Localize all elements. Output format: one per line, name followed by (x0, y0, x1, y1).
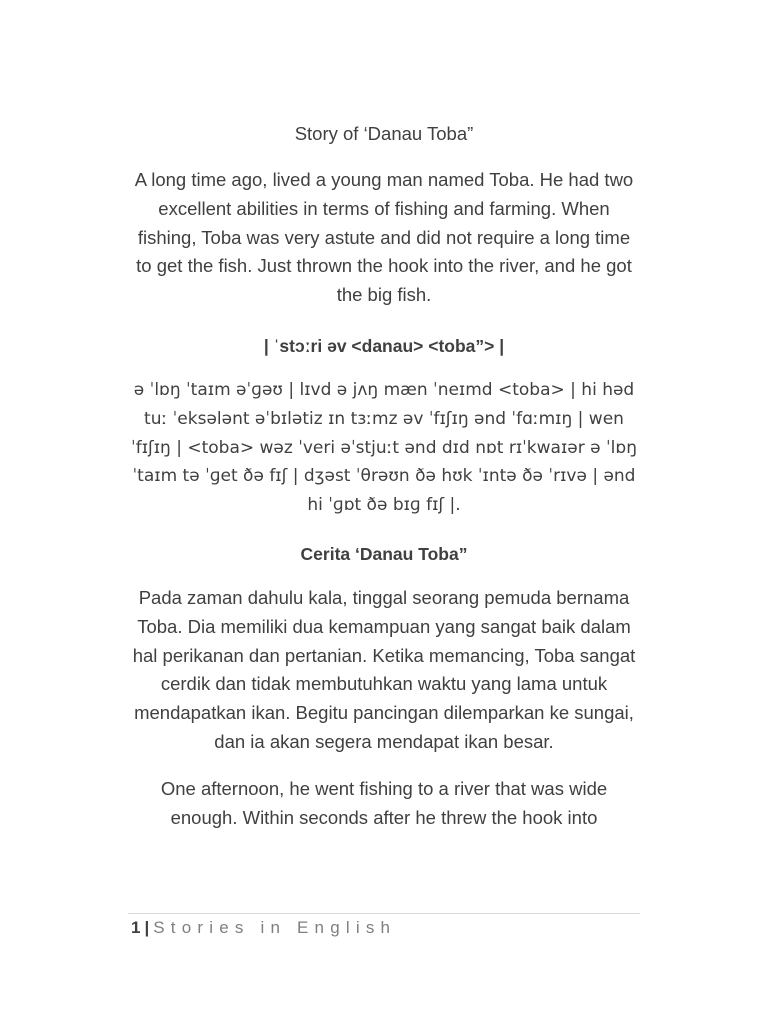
indonesian-paragraph-1: Pada zaman dahulu kala, tinggal seorang pemuda bernama Toba. Dia memiliki dua kemampuan yang sangat baik dalam hal perikanan dan pertanian. Ketika memancing, Toba sangat cerdik dan tidak membutuhkan waktu yang lama untuk mendapatkan ikan. Begitu pancingan dilemparkan ke sungai, dan ia akan segera mendapat ikan besar. (132, 586, 636, 752)
page-content (128, 120, 640, 832)
page-footer (131, 916, 396, 940)
ipa-paragraph-1: ə ˈlɒŋ ˈtaɪm əˈɡəʊ | lɪvd ə jʌŋ mæn ˈneɪmd <toba> | hi həd tuː ˈeksələnt əˈbɪlətiz ɪn tɜːmz əv ˈfɪʃɪŋ ənd ˈfɑːmɪŋ | wen ˈfɪʃɪŋ | <toba> wəz ˈveri əˈstjuːt ənd dɪd nɒt rɪˈkwaɪər ə ˈlɒŋ ˈtaɪm tə ˈɡet ðə fɪʃ | dʒəst ˈθrəʊn ðə hʊk ˈɪntə ðə ˈrɪvə | ənd hi ˈɡɒt ðə bɪɡ fɪʃ |. (131, 379, 637, 516)
english-paragraph-2: One afternoon, he went fishing to a river that was wide enough. Within seconds after he threw the hook into (160, 777, 608, 828)
indonesian-title: Cerita ‘Danau Toba” (300, 543, 468, 564)
english-paragraph-1: A long time ago, lived a young man named Toba. He had two excellent abilities in terms of fishing and farming. When fishing, Toba was very astute and did not require a long time to get the fish. Just thrown the hook into the river, and he got the big fish. (134, 169, 634, 306)
footer-separator: | (144, 918, 150, 937)
ipa-title: | ˈstɔːri əv <danau> <toba”> | (263, 335, 505, 356)
page-number: 1 (131, 918, 141, 937)
footer-label: Stories in English (153, 918, 397, 937)
english-title: Story of ‘Danau Toba” (294, 123, 474, 144)
footer-divider (128, 913, 640, 914)
